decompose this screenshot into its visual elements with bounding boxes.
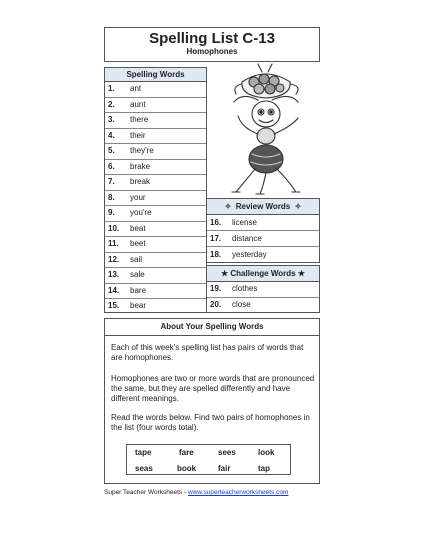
word-text: they're	[130, 146, 154, 155]
word-number: 5.	[108, 146, 115, 155]
word-row	[105, 206, 206, 222]
table-word: fare	[179, 448, 194, 457]
challenge-words-label: Challenge Words	[230, 269, 296, 278]
word-text: brake	[130, 161, 151, 171]
challenge-list	[207, 282, 319, 313]
word-row	[105, 175, 206, 191]
word-row	[105, 222, 206, 238]
word-row	[207, 247, 319, 263]
word-row	[207, 215, 319, 231]
word-row	[207, 282, 319, 298]
word-row	[105, 299, 206, 315]
about-paragraph: Read the words below. Find two pairs of homophones in the list (four words total).	[111, 413, 310, 432]
word-text: bare	[130, 285, 147, 295]
table-word: sees	[218, 448, 236, 457]
word-row	[105, 113, 206, 129]
word-text: close	[232, 299, 251, 309]
diamond-icon: ✧	[224, 202, 232, 211]
review-words-label: Review Words	[235, 202, 291, 211]
word-number: 13.	[108, 270, 120, 279]
word-text: you're	[130, 208, 152, 217]
ant-illustration	[212, 62, 320, 198]
about-paragraph: Each of this week's spelling list has pairs of words that are homophones.	[111, 343, 304, 362]
word-text: aunt	[130, 99, 146, 109]
star-icon: ★	[297, 269, 305, 278]
word-row	[105, 284, 206, 300]
page-title: Spelling List C-13	[149, 30, 275, 47]
word-table	[126, 444, 291, 475]
word-number: 17.	[210, 234, 222, 243]
table-word: fair	[218, 464, 231, 473]
word-row	[105, 82, 206, 98]
table-word: look	[258, 448, 275, 457]
word-number: 1.	[108, 84, 115, 93]
word-number: 19.	[210, 284, 222, 293]
word-text: clothes	[232, 284, 258, 293]
word-number: 8.	[108, 192, 115, 202]
title-box	[104, 27, 320, 62]
word-row	[105, 237, 206, 253]
word-number: 16.	[210, 218, 222, 227]
spelling-words-box	[104, 67, 207, 313]
spelling-words-header: Spelling Words	[105, 68, 206, 82]
word-text: sail	[130, 254, 143, 264]
word-row	[105, 129, 206, 145]
word-text: beat	[130, 223, 146, 233]
footer-text: Super Teacher Worksheets -	[104, 489, 188, 496]
word-text: break	[130, 177, 151, 186]
word-number: 14.	[108, 285, 120, 295]
word-text: there	[130, 115, 149, 124]
word-text: beet	[130, 239, 146, 248]
word-number: 6.	[108, 161, 115, 171]
table-word: seas	[135, 464, 153, 473]
word-number: 12.	[108, 254, 120, 264]
spelling-list	[105, 82, 206, 315]
review-words-box	[207, 198, 320, 263]
word-text: license	[232, 218, 257, 227]
word-text: distance	[232, 234, 262, 243]
word-number: 4.	[108, 130, 115, 140]
word-number: 15.	[108, 301, 120, 310]
table-word: tap	[258, 464, 270, 473]
word-number: 3.	[108, 115, 115, 124]
table-word: book	[177, 464, 197, 473]
word-row	[105, 253, 206, 269]
word-number: 7.	[108, 177, 115, 186]
challenge-words-box	[207, 265, 320, 313]
word-row	[105, 191, 206, 207]
word-number: 2.	[108, 99, 115, 109]
word-row	[105, 268, 206, 284]
word-number: 18.	[210, 250, 222, 259]
word-number: 20.	[210, 299, 222, 309]
word-text: your	[130, 192, 146, 202]
footer-link[interactable]: www.superteacherworksheets.com	[187, 489, 289, 496]
word-number: 9.	[108, 208, 115, 217]
diamond-icon: ✧	[294, 202, 302, 211]
review-words-header	[207, 199, 319, 215]
word-row	[207, 231, 319, 247]
footer	[104, 489, 334, 496]
challenge-words-header	[207, 266, 319, 282]
word-text: sale	[130, 270, 145, 279]
word-row	[105, 160, 206, 176]
review-list	[207, 215, 319, 263]
word-row	[207, 298, 319, 314]
word-number: 11.	[108, 239, 119, 248]
word-text: yesterday	[232, 250, 267, 259]
word-text: their	[130, 130, 146, 140]
word-text: bear	[130, 301, 147, 310]
star-icon: ★	[220, 269, 229, 278]
word-text: ant	[130, 84, 142, 93]
word-number: 10.	[108, 223, 120, 233]
table-word: tape	[135, 448, 152, 457]
word-row	[105, 144, 206, 160]
word-row	[105, 98, 206, 114]
page-subtitle: Homophones	[186, 47, 238, 56]
about-heading: About Your Spelling Words	[105, 319, 319, 336]
about-paragraph: Homophones are two or more words that are pronounced the same, but they are spelled differently and have different meanings.	[111, 374, 315, 403]
